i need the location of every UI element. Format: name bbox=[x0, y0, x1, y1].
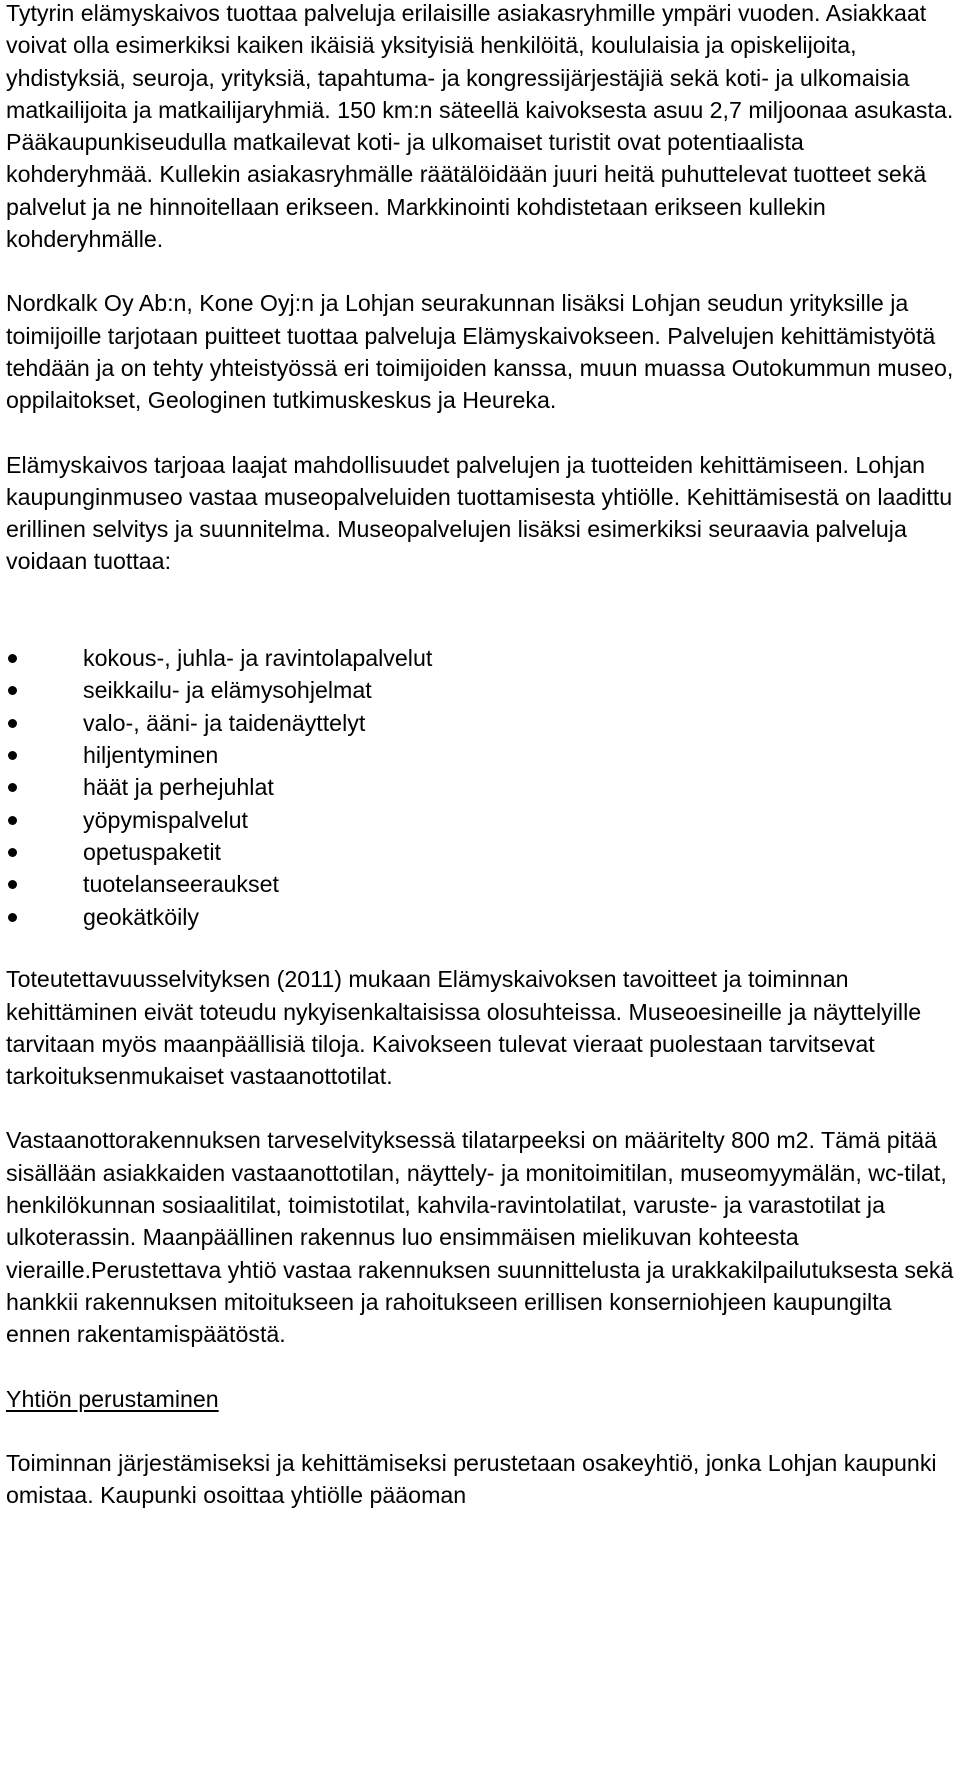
services-list bbox=[6, 642, 956, 934]
document-page bbox=[6, 0, 956, 1511]
list-item bbox=[6, 707, 956, 739]
list-item bbox=[6, 739, 956, 771]
list-item bbox=[6, 868, 956, 900]
list-item bbox=[6, 771, 956, 803]
list-item-text: hiljentyminen bbox=[83, 741, 219, 768]
list-item bbox=[6, 901, 956, 933]
bullet-icon bbox=[8, 686, 17, 695]
paragraph-spacer bbox=[6, 255, 956, 287]
paragraph-company-founding: Toiminnan järjestämiseksi ja kehittämiseksi perustetaan osakeyhtiö, jonka Lohjan kaupunki omistaa. Kaupunki osoittaa yhtiölle pääoman bbox=[6, 1449, 937, 1509]
paragraph-spacer bbox=[6, 417, 956, 449]
list-item bbox=[6, 804, 956, 836]
paragraph-customer-groups: Tytyrin elämyskaivos tuottaa palveluja erilaisille asiakasryhmille ympäri vuoden. Asiakkaat voivat olla esimerkiksi kaiken ikäisiä yksityisiä henkilöitä, koululaisia ja opiskelijoita, yhdistyksiä, seuroja, yrityksiä, tapahtuma- ja kongressijärjestäjiä sekä koti- ja ulkomaisia matkailijoita ja matkailijaryhmiä. 150 km:n säteellä kaivoksesta asuu 2,7 miljoonaa asukasta. Pääkaupunkiseudulla matkailevat koti- ja ulkomaiset turistit ovat potentiaalista kohderyhmää. Kullekin asiakasryhmälle räätälöidään juuri heitä puhuttelevat tuotteet sekä palvelut ja ne hinnoitellaan erikseen. Markkinointi kohdistetaan erikseen kullekin kohderyhmälle. bbox=[6, 0, 954, 253]
bullet-icon bbox=[8, 880, 17, 889]
paragraph-spacer bbox=[6, 1351, 956, 1383]
list-item-text: häät ja perhejuhlat bbox=[83, 774, 274, 801]
paragraph-spacer bbox=[6, 1415, 956, 1447]
list-item bbox=[6, 642, 956, 674]
bullet-icon bbox=[8, 654, 17, 663]
paragraph-reception-building: Vastaanottorakennuksen tarveselvityksessä tilatarpeeksi on määritelty 800 m2. Tämä pitää sisällään asiakkaiden vastaanottotilan, näyttely- ja monitoimitilan, museomyymälän, wc-tilat, henkilökunnan sosiaalitilat, toimistotilat, kahvila-ravintolatilat, varuste- ja varastotilat ja ulkoterassin. Maanpäällinen rakennus luo ensimmäisen mielikuvan kohteesta vieraille.Perustettava yhtiö vastaa rakennuksen suunnittelusta ja urakkakilpailutuksesta sekä hankkii rakennuksen mitoitukseen ja rahoitukseen erillisen konserniohjeen kaupungilta ennen rakentamispäätöstä. bbox=[6, 1127, 954, 1348]
list-item-text: tuotelanseeraukset bbox=[83, 871, 279, 898]
list-item bbox=[6, 836, 956, 868]
list-item-text: kokous-, juhla- ja ravintolapalvelut bbox=[83, 644, 433, 671]
list-item-text: seikkailu- ja elämysohjelmat bbox=[83, 677, 372, 704]
bullet-icon bbox=[8, 848, 17, 857]
bullet-icon bbox=[8, 783, 17, 792]
paragraph-services-intro: Elämyskaivos tarjoaa laajat mahdollisuudet palvelujen ja tuotteiden kehittämiseen. Lohjan kaupunginmuseo vastaa museopalveluiden tuottamisesta yhtiölle. Kehittämisestä on laadittu erillinen selvitys ja suunnitelma. Museopalvelujen lisäksi esimerkiksi seuraavia palveluja voidaan tuottaa: bbox=[6, 451, 953, 575]
paragraph-feasibility: Toteutettavuusselvityksen (2011) mukaan Elämyskaivoksen tavoitteet ja toiminnan kehittäminen eivät toteudu nykyisenkaltaisissa olosuhteissa. Museoesineille ja näyttelyille tarvitaan myös maanpäällisiä tiloja. Kaivokseen tulevat vieraat puolestaan tarvitsevat tarkoituksenmukaiset vastaanottotilat. bbox=[6, 966, 922, 1090]
section-heading: Yhtiön perustaminen bbox=[6, 1385, 219, 1412]
bullet-icon bbox=[8, 751, 17, 760]
list-item-text: opetuspaketit bbox=[83, 839, 221, 866]
paragraph-spacer bbox=[6, 933, 956, 963]
bullet-icon bbox=[8, 719, 17, 728]
list-item-text: geokätköily bbox=[83, 903, 200, 930]
paragraph-partners: Nordkalk Oy Ab:n, Kone Oyj:n ja Lohjan seurakunnan lisäksi Lohjan seudun yrityksille ja toimijoille tarjotaan puitteet tuottaa palveluja Elämyskaivokseen. Palvelujen kehittämistyötä tehdään ja on tehty yhteistyössä eri toimijoiden kanssa, muun muassa Outokummun museo, oppilaitokset, Geologinen tutkimuskeskus ja Heureka. bbox=[6, 290, 954, 414]
paragraph-spacer bbox=[6, 578, 956, 642]
list-item bbox=[6, 674, 956, 706]
bullet-icon bbox=[8, 913, 17, 922]
bullet-icon bbox=[8, 816, 17, 825]
paragraph-spacer bbox=[6, 1092, 956, 1124]
list-item-text: valo-, ääni- ja taidenäyttelyt bbox=[83, 709, 366, 736]
list-item-text: yöpymispalvelut bbox=[83, 806, 248, 833]
